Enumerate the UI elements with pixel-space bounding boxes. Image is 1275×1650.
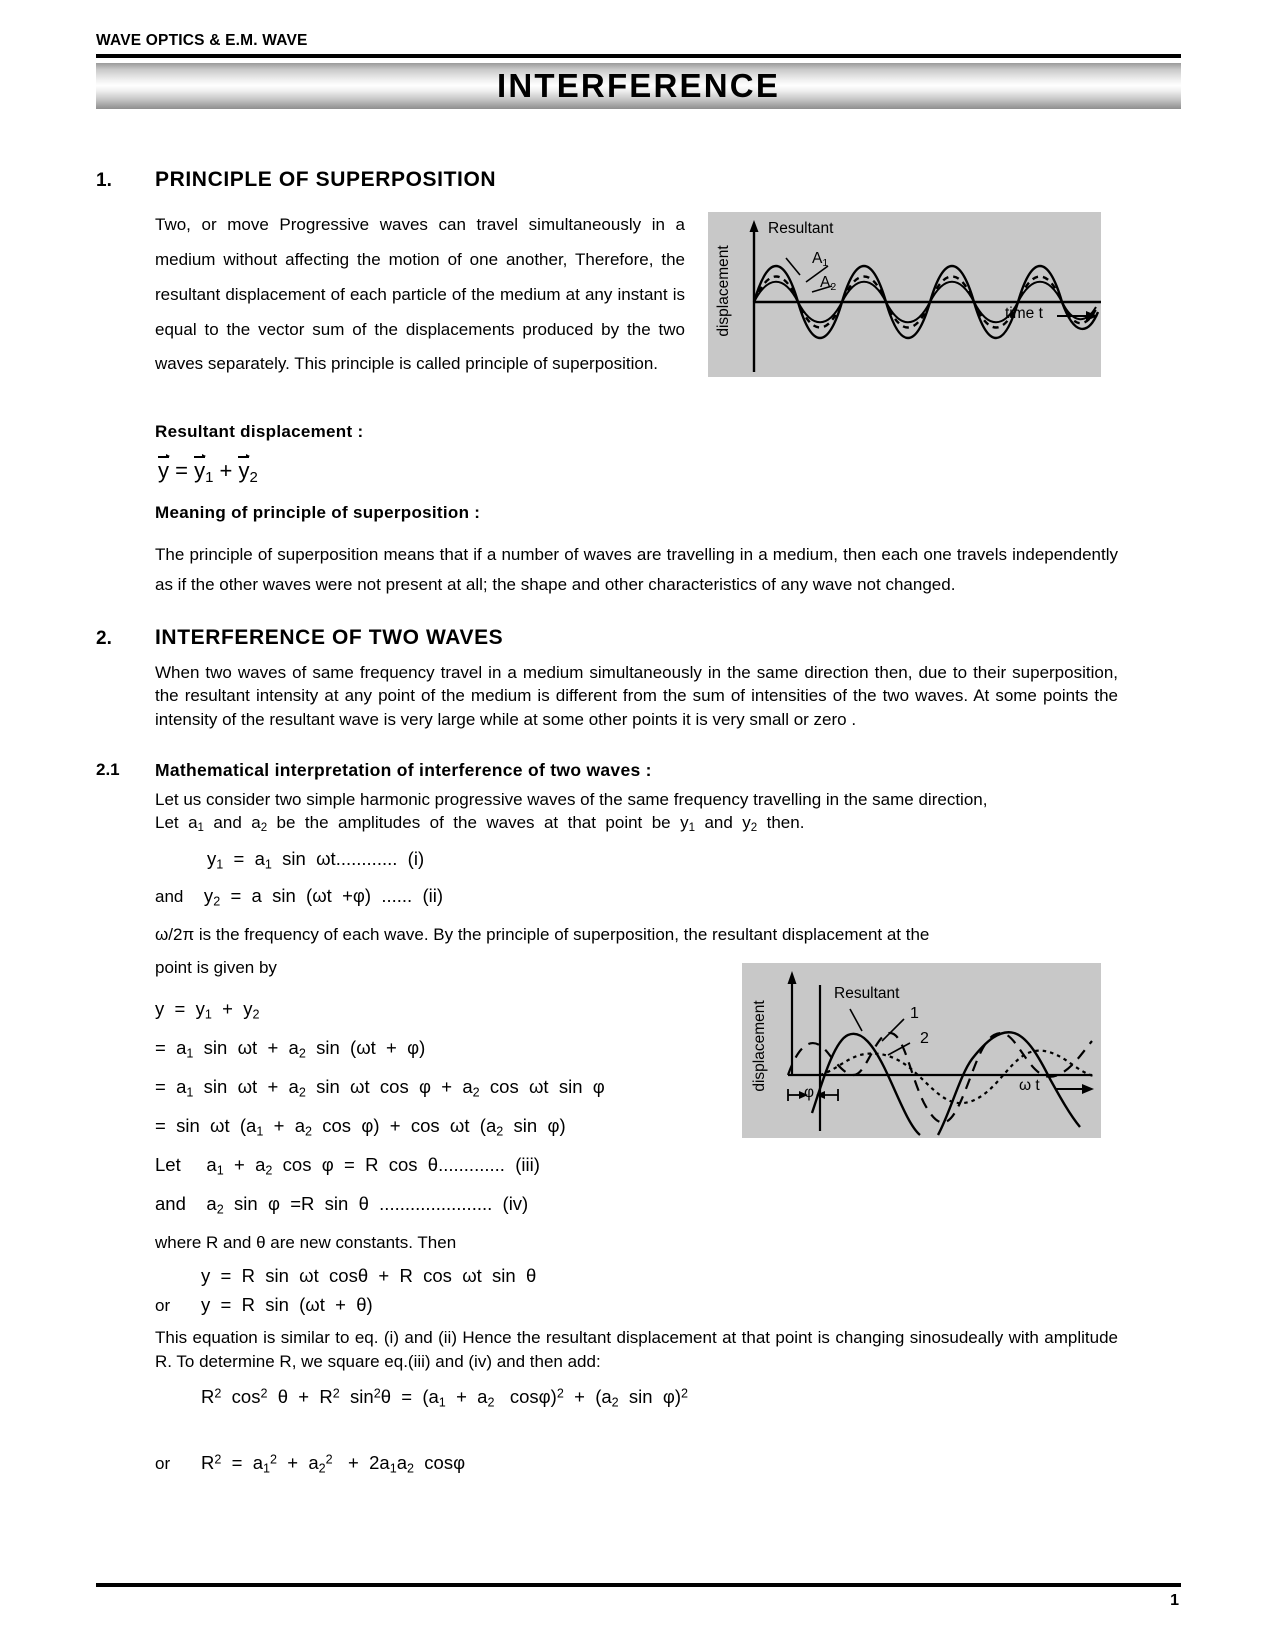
page-title: INTERFERENCE [496,67,781,104]
section-1-body: Two, or move Progressive waves can travel simultaneously in a medium without affecting the motion of one another, Therefore, the resultant displacement of each particle of the medium at any instant is equal to the vector sum of the displacements produced by the two waves separately. This principle is called principle of superposition. [155,215,685,374]
figure-2-label-one: 1 [910,1005,919,1022]
equation-y-expanded: y = R sin ωt cosθ + R cos ωt sin θ [201,1265,537,1286]
section-1-number: 1. [96,170,112,191]
point-given-by-line: point is given by [155,958,277,977]
figure-superposition [708,212,1101,377]
figure-2-ylabel: displacement [751,1000,768,1092]
header-divider [96,54,1181,58]
equation-expand-1: = $a_1$ $\sin \omega t + a_2$ sin (ωt + φ) [155,1037,426,1061]
running-head: WAVE OPTICS & E.M. WAVE [96,32,308,49]
figure-1-label-a2: $A_2$ [820,274,837,293]
equation-expand-2: = $a_1$ $\sin \omega t + a_2$ sin ωt $\cos \varphi + a_2$ cos ωt sin φ [155,1076,605,1100]
section-2-body: When two waves of same frequency travel in a medium simultaneously in the same direction then, due to their superposition, the resultant intensity at any point of the medium is different from the sum of intensities of the two waves. At some points the intensity of the resultant wave is very large while at some other points it is very small or zero . [155,663,1118,729]
figure-1-ylabel: displacement [715,245,732,337]
equation-R-squared: or $R^2 = a_1^2 + a_2^2 + 2a_1a_2$ cosφ [155,1452,466,1476]
equation-iv: and $a_2$ sin φ =R sin θ ...................... (iv) [155,1193,529,1217]
chapter-banner [96,63,1181,109]
figure-phase-difference [742,963,1101,1138]
meaning-heading: Meaning of principle of superposition : [155,503,481,522]
equation-expand-3: = sin ωt ($a_1 + a_2$ cos φ) + cos ωt ($a_2$ sin φ) [155,1115,566,1139]
figure-2-label-phi: φ [804,1084,815,1101]
equation-i: $y_1 = a_1$ sin ωt............ (i) [207,848,425,872]
figure-2-label-resultant: Resultant [834,985,900,1002]
section-2-1-title: Mathematical interpretation of interference of two waves : [155,760,652,780]
similar-equation-paragraph: This equation is similar to eq. (i) and (ii) Hence the resultant displacement at that point is changing sinosudeally with amplitude R. To determine R, we square eq.(iii) and (iv) and then add: [155,1328,1118,1371]
equation-ii: and $y_2 = a$ sin (ωt +φ) ...... (ii) [155,885,443,909]
frequency-line: ω/2π is the frequency of each wave. By the principle of superposition, the resultant displacement at the [155,925,930,944]
equation-y-final: or y = R sin (ωt + θ) [155,1294,373,1315]
section-2-1-number: 2.1 [96,760,120,779]
section-2-number: 2. [96,628,112,649]
figure-2-xlabel: ω t [1019,1077,1040,1094]
figure-1-xlabel: time t [1005,305,1043,322]
section-1-title: PRINCIPLE OF SUPERPOSITION [155,168,497,191]
equation-squared-sum: $R^2$ $\cos^2 \theta + R^2$ $\sin^2\theta = (a_1 + a_2$ $\cos\varphi)^2 + (a_2$ sin φ)$^2$ [201,1386,689,1410]
figure-1-label-a1: $A_1$ [812,250,829,269]
figure-2-graphic [742,963,1101,1138]
figure-1-label-resultant: Resultant [768,220,834,237]
resultant-displacement-heading: Resultant displacement : [155,422,364,441]
vector-superposition-equation: $y = y_1 + y_2$ [158,458,258,487]
section-2-1-intro-line: Let us consider two simple harmonic progressive waves of the same frequency travelling in the same direction, [155,790,988,809]
section-2-title: INTERFERENCE OF TWO WAVES [155,626,504,649]
where-constants-line: where R and θ are new constants. Then [155,1233,457,1252]
amplitudes-line: Let $a_1$ and $a_2$ be the amplitudes of the waves at that point be $y_1$ and $y_2$ then. [155,813,805,835]
footer-divider [96,1583,1181,1587]
equation-y-sum: $y = y_1 + y_2$ [155,998,260,1022]
figure-2-label-two: 2 [920,1030,929,1047]
figure-1-graphic [708,212,1101,377]
meaning-body: The principle of superposition means that if a number of waves are travelling in a medium, then each one travels independently as if the other waves were not present at all; the shape and other characteristics of any wave not changed. [155,545,1118,595]
page-number: 1 [1170,1592,1179,1609]
equation-iii: Let $a_1 + a_2$ cos φ = R cos θ............. (iii) [155,1154,540,1178]
